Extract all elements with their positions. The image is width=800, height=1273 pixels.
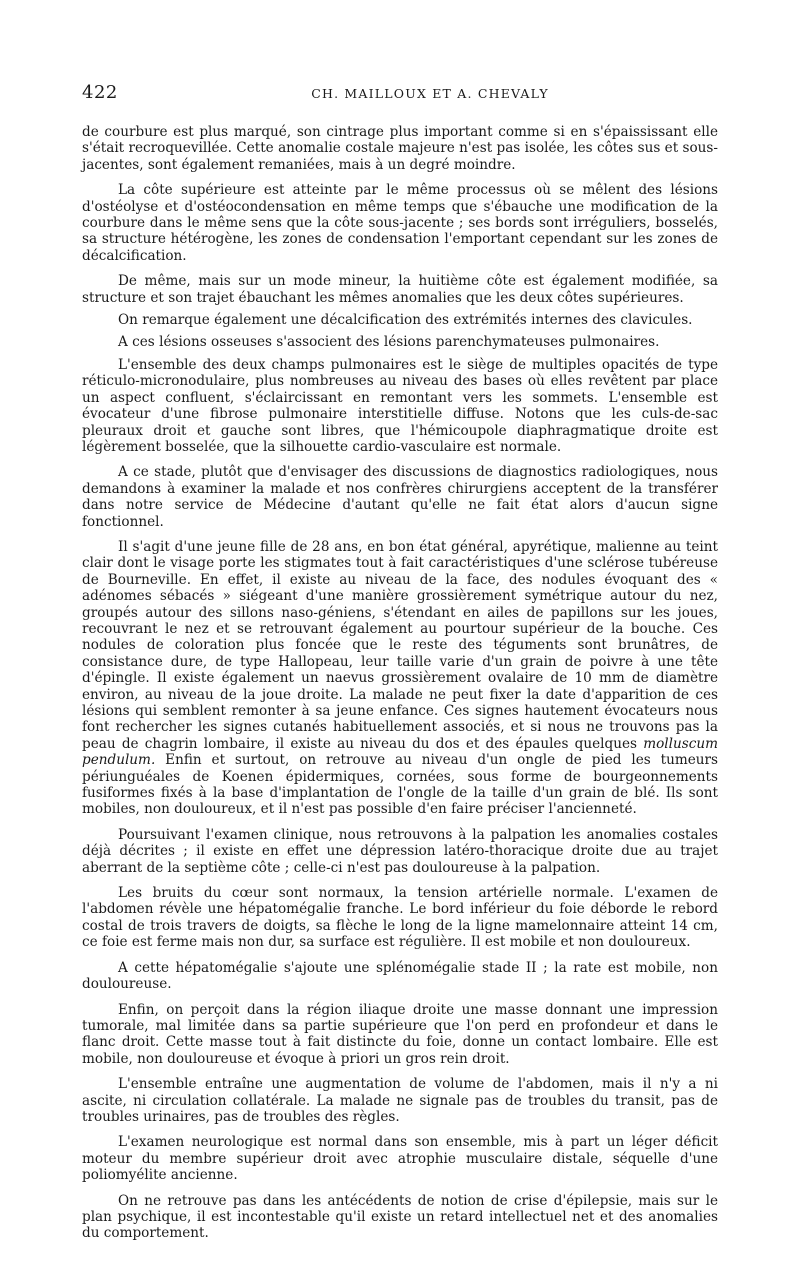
paragraph: L'ensemble des deux champs pulmonaires est le siège de multiples opacités de type réticulo-micronodulaire, plus nombreuses au niveau des bases où elles revêtent par place un aspect confluent, s'éclaircissant en remontant vers les sommets. L'ensemble est évocateur d'une fibrose pulmonaire interstitielle diffuse. Notons que les culs-de-sac pleuraux droit et gauche sont libres, que l'hémicoupole diaphragmatique droite est légèrement bosselée, que la silhouette cardio-vasculaire est normale. [82, 356, 718, 455]
paragraph: On remarque également une décalcification des extrémités internes des clavicules. [118, 312, 693, 329]
paragraph-text-tail: Enfin et surtout, on retrouve au niveau d'un ongle de pied les tumeurs périunguéales de Koenen épidermiques, cornées, sous forme de bourgeonnements fusiformes fixés à la base d'implantation de l'ongle de la taille d'un grain de blé. Ils sont mobiles, non douloureux, et il n'est pas possible d'en faire préciser l'ancienneté. [82, 752, 718, 818]
running-head [82, 78, 718, 114]
journal-page [82, 78, 718, 1248]
article-body [82, 124, 718, 1242]
paragraph [82, 539, 718, 818]
paragraph: L'ensemble entraîne une augmentation de volume de l'abdomen, mais il n'y a ni ascite, ni circulation collatérale. La malade ne signale pas de troubles du transit, pas de troubles urinaires, pas de troubles des règles. [82, 1076, 718, 1125]
italic-term: molluscum pendulum. [82, 735, 718, 769]
paragraph: La côte supérieure est atteinte par le même processus où se mêlent des lésions d'ostéolyse et d'ostéocondensation en même temps que s'ébauche une modification de la courbure dans le même sens que la côte sous-jacente ; ses bords sont irréguliers, bosselés, sa structure hétérogène, les zones de condensation l'emportant cependant sur les zones de décalcification. [82, 182, 718, 264]
paragraph-text: Il s'agit d'une jeune fille de 28 ans, en bon état général, apyrétique, malienne au teint clair dont le visage porte les stigmates tout à fait caractéristiques d'une sclérose tubéreuse de Bourneville. En effet, il existe au niveau de la face, des nodules évoquant des « adénomes sébacés » siégeant d'une manière grossièrement symétrique autour du nez, groupés autour des sillons naso-géniens, s'étendant en ailes de papillons sur les joues, recouvrant le nez et se retrouvant également au pourtour supérieur de la bouche. Ces nodules de coloration plus foncée que le reste des téguments sont brunâtres, de consistance dure, de type Hallopeau, leur taille varie d'un grain de poivre à une tête d'épingle. Il existe également un naevus grossièrement ovalaire de 10 mm de diamètre environ, au niveau de la joue droite. La malade ne peut fixer la date d'apparition de ces lésions qui semblent remonter à sa jeune enfance. Ces signes hautement évocateurs nous font rechercher les signes cutanés habituellement associés, et si nous ne trouvons pas la peau de chagrin lombaire, il existe au niveau du dos et des épaules quelques [82, 538, 718, 752]
paragraph: Enfin, on perçoit dans la région iliaque droite une masse donnant une impression tumorale, mal limitée dans sa partie supérieure que l'on perd en profondeur et dans le flanc droit. Cette masse tout à fait distincte du foie, donne un contact lombaire. Elle est mobile, non douloureuse et évoque à priori un gros rein droit. [82, 1001, 718, 1067]
paragraph: A ces lésions osseuses s'associent des lésions parenchymateuses pulmonaires. [118, 334, 660, 351]
running-head-authors: CH. MAILLOUX ET A. CHEVALY [311, 86, 549, 101]
paragraph: Les bruits du cœur sont normaux, la tension artérielle normale. L'examen de l'abdomen révèle une hépatomégalie franche. Le bord inférieur du foie déborde le rebord costal de trois travers de doigts, sa flèche le long de la ligne mamelonnaire atteint 14 cm, ce foie est ferme mais non dur, sa surface est régulière. Il est mobile et non douloureux. [82, 885, 718, 951]
paragraph: De même, mais sur un mode mineur, la huitième côte est également modifiée, sa structure et son trajet ébauchant les mêmes anomalies que les deux côtes supérieures. [82, 273, 718, 306]
paragraph: L'examen neurologique est normal dans son ensemble, mis à part un léger déficit moteur du membre supérieur droit avec atrophie musculaire distale, séquelle d'une poliomyélite ancienne. [82, 1134, 718, 1184]
paragraph: de courbure est plus marqué, son cintrage plus important comme si en s'épaississant elle s'était recroquevillée. Cette anomalie costale majeure n'est pas isolée, les côtes sus et sous-jacentes, sont également remaniées, mais à un degré moindre. [82, 124, 718, 173]
paragraph: A ce stade, plutôt que d'envisager des discussions de diagnostics radiologiques, nous demandons à examiner la malade et nos confrères chirurgiens acceptent de la transférer dans notre service de Médecine d'autant qu'elle ne fait état alors d'aucun signe fonctionnel. [82, 464, 718, 530]
page-number: 422 [82, 82, 118, 103]
paragraph: On ne retrouve pas dans les antécédents de notion de crise d'épilepsie, mais sur le plan psychique, il est incontestable qu'il existe un retard intellectuel net et des anomalies du comportement. [82, 1192, 718, 1242]
paragraph: A cette hépatomégalie s'ajoute une splénomégalie stade II ; la rate est mobile, non douloureuse. [82, 959, 718, 993]
paragraph: Poursuivant l'examen clinique, nous retrouvons à la palpation les anomalies costales déjà décrites ; il existe en effet une dépression latéro-thoracique droite due au trajet aberrant de la septième côte ; celle-ci n'est pas douloureuse à la palpation. [82, 826, 718, 876]
